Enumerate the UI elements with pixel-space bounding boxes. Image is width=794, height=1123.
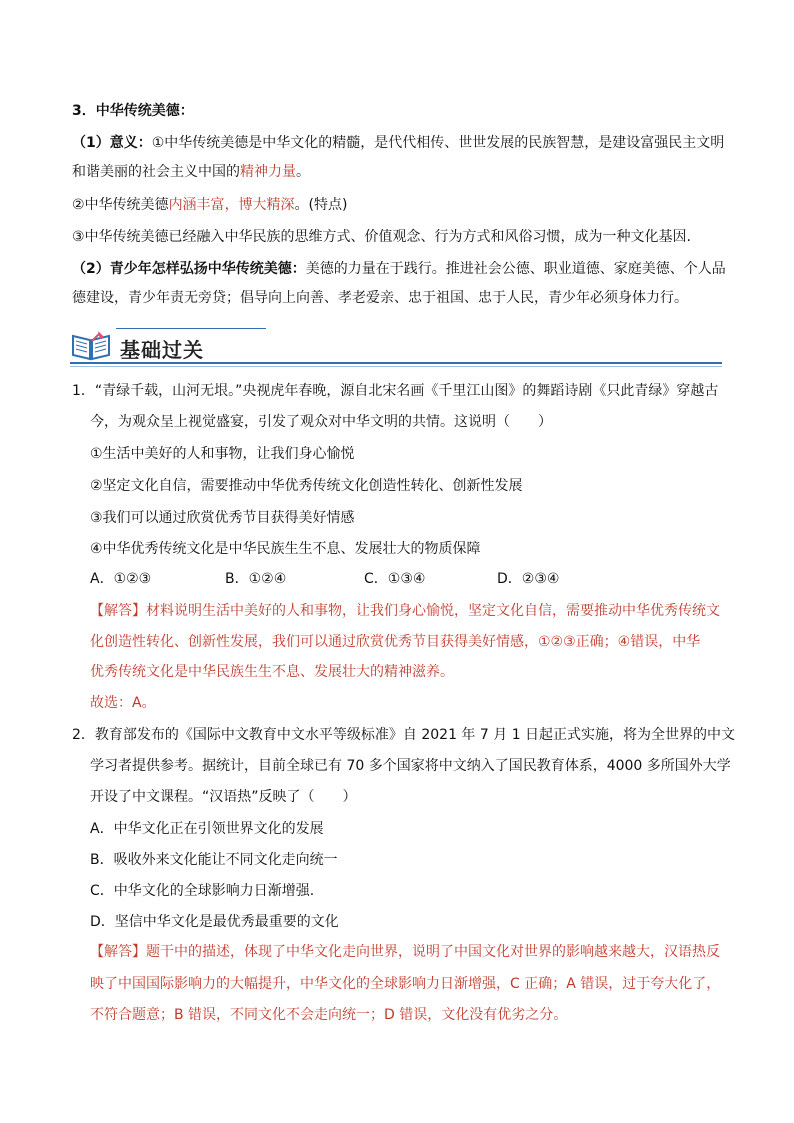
feature-text: ②中华传统美德 — [72, 197, 169, 213]
q2-stem-line-3: 开设了中文课程。“汉语热”反映了（ ） — [90, 789, 357, 805]
q1-option-d: D．②③④ — [497, 571, 560, 587]
youth-text: 美德的力量在于践行。推进社会公德、职业道德、家庭美德、个人品 — [305, 261, 726, 277]
answer-text: 材料说明生活中美好的人和事物，让我们身心愉悦，坚定文化自信，需要推动中华优秀传统文 — [146, 603, 720, 619]
answer-text: 题干中的描述，体现了中华文化走向世界，说明了中国文化对世界的影响越来越大，汉语热反 — [146, 944, 720, 960]
gene-line: ③中华传统美德已经融入中华民族的思维方式、价值观念、行为方式和风俗习惯，成为一种文化基因. — [72, 229, 691, 245]
q1-option-b: B．①②④ — [225, 571, 287, 587]
open-book-icon — [70, 328, 112, 362]
q2-option-d: D．坚信中华文化是最优秀最重要的文化 — [90, 914, 339, 930]
answer-label: 【解答】 — [90, 944, 146, 960]
q2-answer-line-1 — [90, 942, 734, 962]
q2-stem-line-2: 学习者提供参考。据统计，目前全球已有 70 多个国家将中文纳入了国民教育体系，4000 多所国外大学 — [90, 758, 731, 774]
significance-text-cont: 和谐美丽的社会主义中国的 — [72, 164, 240, 180]
keyword-profound: 博大精深 — [238, 197, 295, 213]
header-rule — [70, 362, 722, 364]
header-rule-light — [70, 366, 722, 367]
q1-item-4: ④中华优秀传统文化是中华民族生生不息、发展壮大的物质保障 — [90, 541, 481, 557]
q1-answer-line-3: 优秀传统文化是中华民族生生不息、发展壮大的精神滋养。 — [90, 664, 454, 680]
youth-line-1 — [72, 259, 734, 279]
q1-item-1: ①生活中美好的人和事物，让我们身心愉悦 — [90, 446, 355, 462]
q1-item-3: ③我们可以通过欣赏优秀节目获得美好情感 — [90, 510, 355, 526]
significance-line-2 — [72, 162, 734, 182]
significance-text: ①中华传统美德是中华文化的精髓，是代代相传、世世发展的民族智慧，是建设富强民主文明 — [151, 135, 725, 151]
significance-label: （1）意义： — [72, 135, 152, 151]
q1-stem-line-2: 今，为观众呈上视觉盛宴，引发了观众对中华文明的共情。这说明（ ） — [90, 414, 552, 430]
q1-stem-line-1: 1．“青绿千载，山河无垠。”央视虎年春晚，源自北宋名画《千里江山图》的舞蹈诗剧《只此青绿》穿越古 — [72, 383, 719, 399]
keyword-spirit-power: 精神力量 — [240, 164, 296, 180]
q1-answer-line-1 — [90, 601, 734, 621]
q2-option-a: A．中华文化正在引领世界文化的发展 — [90, 821, 324, 837]
q1-choice: 故选：A。 — [90, 695, 156, 711]
q1-item-2: ②坚定文化自信，需要推动中华优秀传统文化创造性转化、创新性发展 — [90, 478, 523, 494]
q2-option-b: B．吸收外来文化能让不同文化走向统一 — [90, 852, 338, 868]
youth-label: （2）青少年怎样弘扬中华传统美德： — [72, 261, 306, 277]
q2-stem-line-1: 2．教育部发布的《国际中文教育中文水平等级标准》自 2021 年 7 月 1 日起正式实施，将为全世界的中文 — [72, 727, 736, 743]
punct: 。 — [296, 164, 310, 180]
q2-answer-line-2: 映了中国国际影响力的大幅提升，中华文化的全球影响力日渐增强，C 正确；A 错误，过于夸大化了， — [90, 976, 721, 992]
q1-option-a: A．①②③ — [90, 571, 152, 587]
q1-answer-line-2: 化创造性转化、创新性发展，我们可以通过欣赏优秀节目获得美好情感，①②③正确；④错误，中华 — [90, 634, 701, 650]
significance-line-1 — [72, 133, 734, 153]
punct: ， — [224, 197, 239, 213]
header-title: 基础过关 — [120, 338, 204, 362]
header-top-rule — [116, 328, 266, 329]
q2-answer-line-3: 不符合题意；B 错误，不同文化不会走向统一；D 错误，文化没有优劣之分。 — [90, 1007, 568, 1023]
answer-label: 【解答】 — [90, 603, 146, 619]
section-heading: 3．中华传统美德： — [72, 103, 194, 119]
feature-line — [72, 195, 734, 215]
youth-line-2: 德建设，青少年责无旁贷；倡导向上向善、孝老爱亲、忠于祖国、忠于人民，青少年必须身体力行。 — [72, 290, 688, 306]
keyword-rich: 内涵丰富 — [168, 197, 225, 213]
q2-option-c: C．中华文化的全球影响力日渐增强. — [90, 883, 315, 899]
section-header — [70, 326, 722, 366]
feature-note: 。(特点) — [294, 197, 348, 213]
q1-option-c: C．①③④ — [364, 571, 426, 587]
